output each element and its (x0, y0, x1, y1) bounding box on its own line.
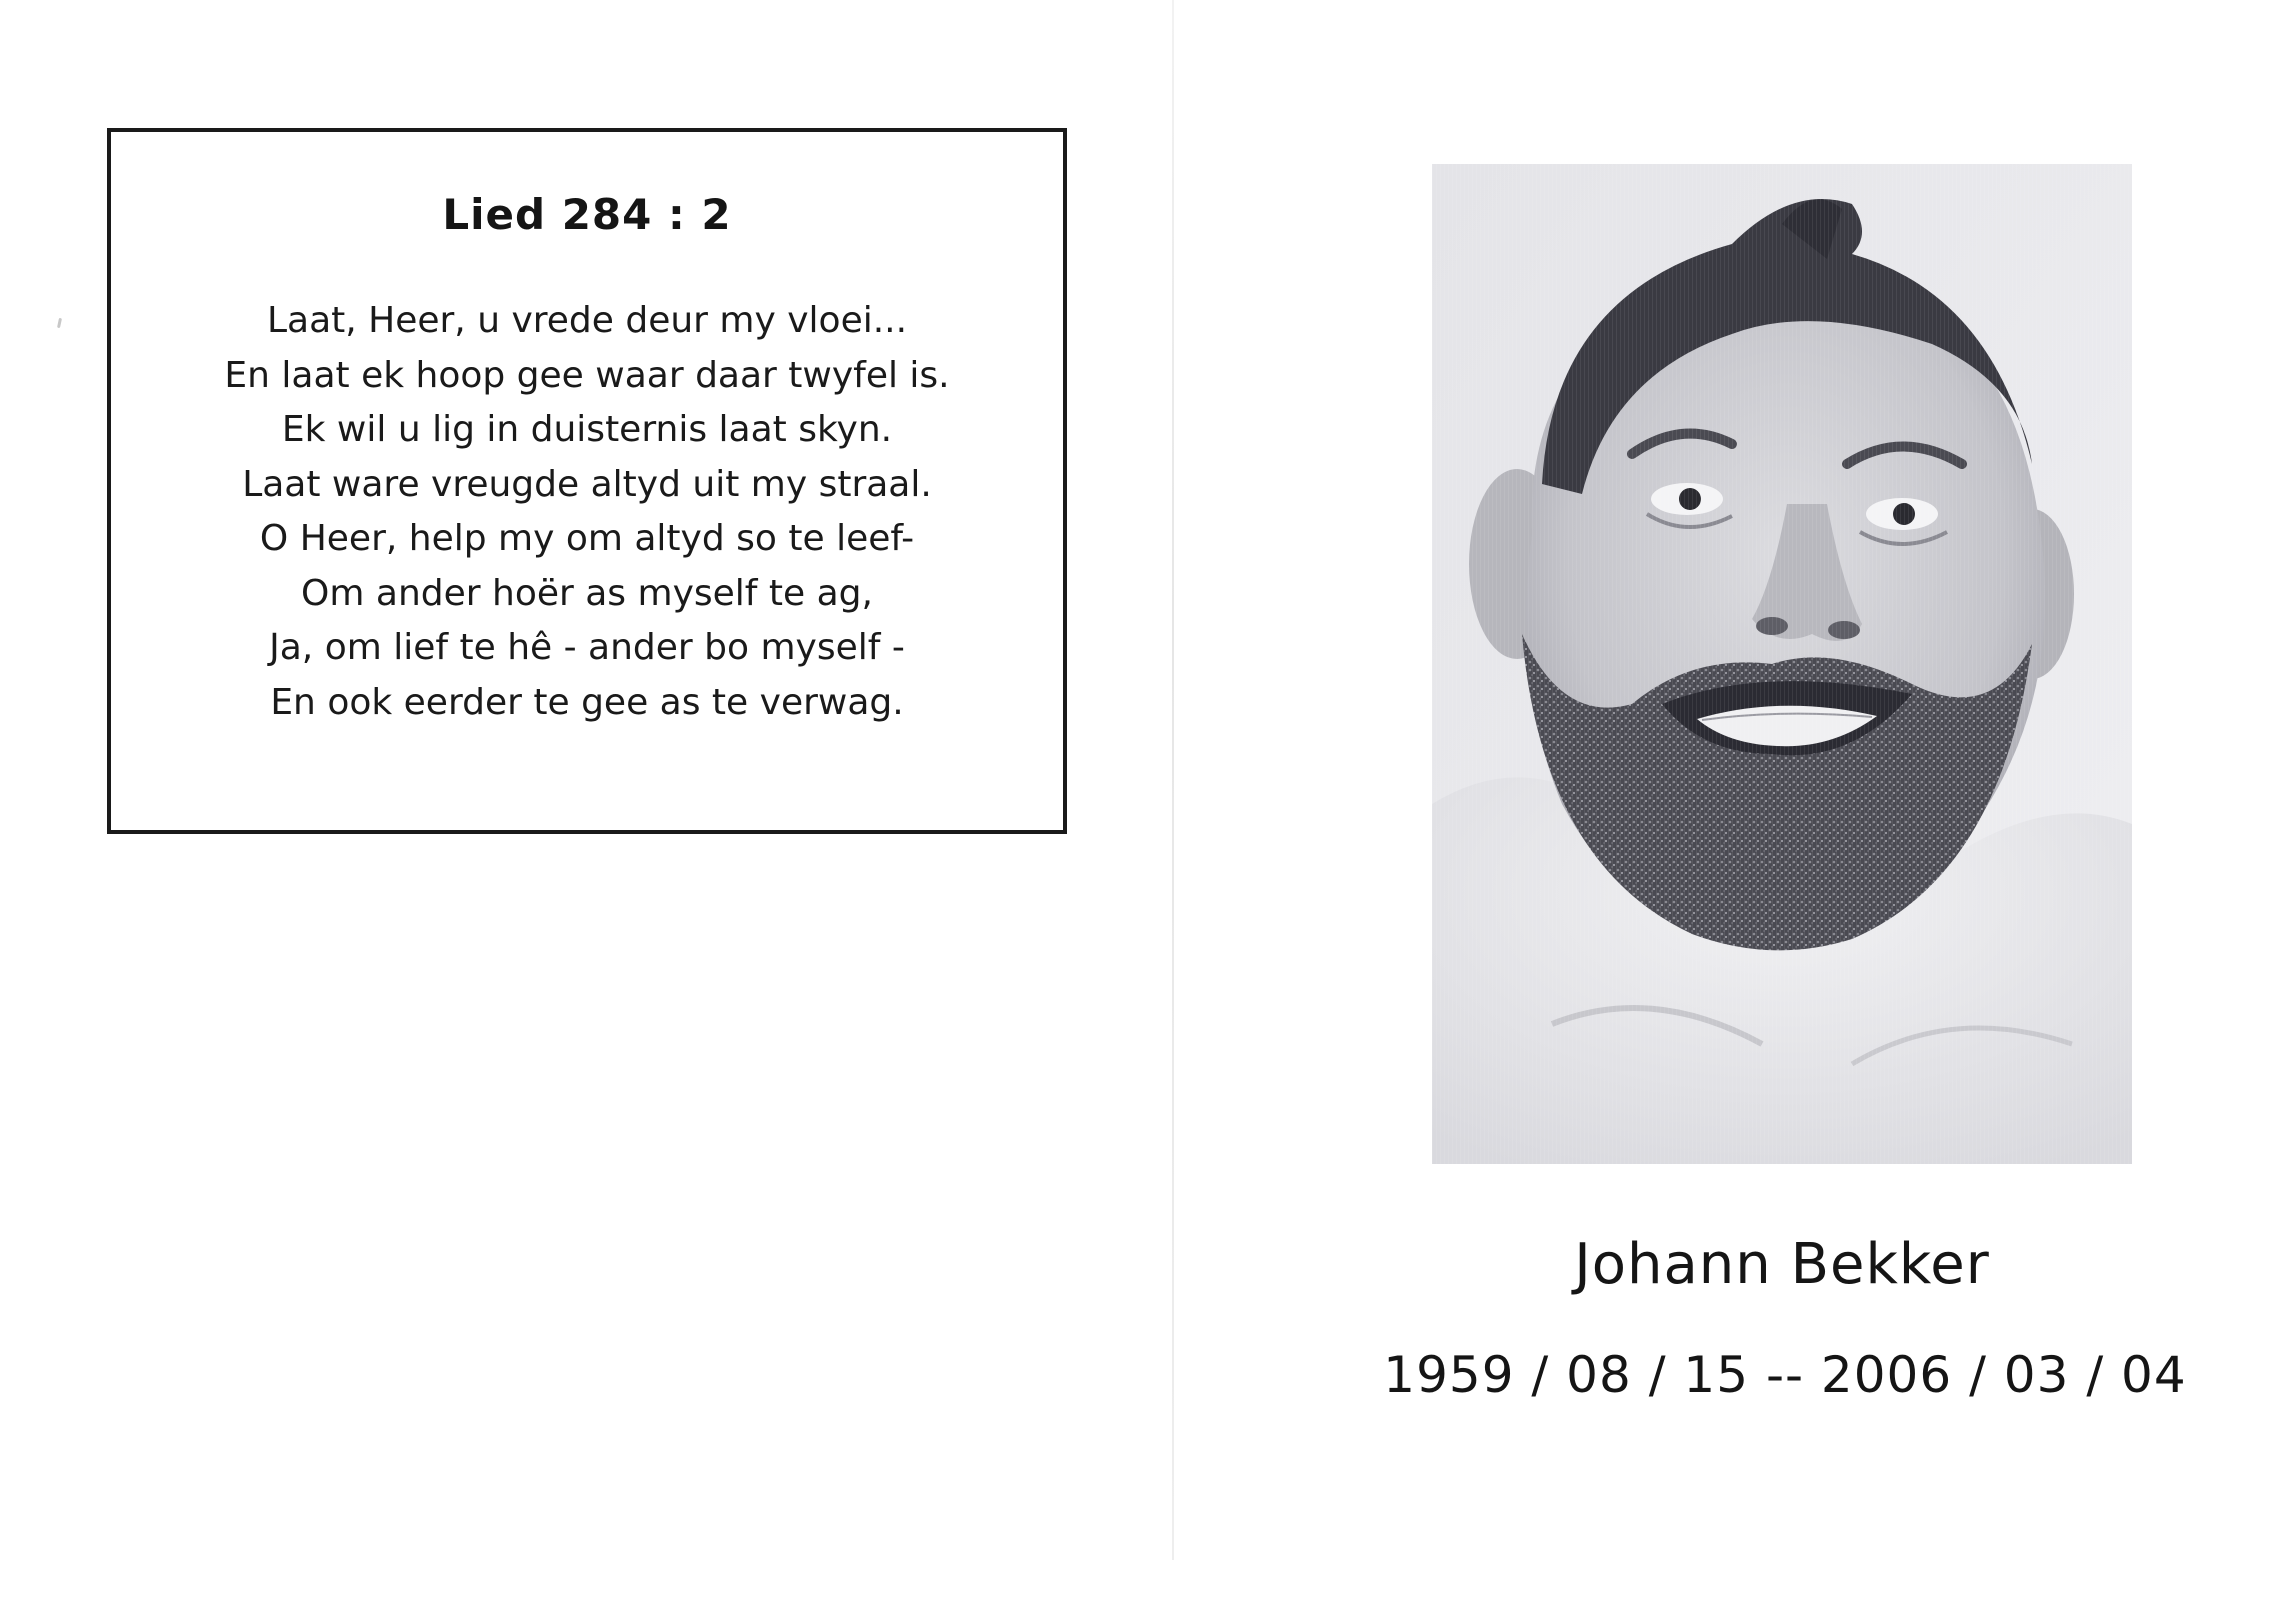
deceased-name: Johann Bekker (1574, 1232, 1990, 1297)
life-dates: 1959 / 08 / 15 -- 2006 / 03 / 04 (1383, 1346, 2187, 1404)
hymn-line: En laat ek hoop gee waar daar twyfel is. (224, 354, 950, 396)
hymn-box (107, 128, 1067, 834)
portrait-photo (1432, 164, 2132, 1164)
hymn-line: Ek wil u lig in duisternis laat skyn. (281, 409, 893, 450)
hymn-verse (111, 294, 1063, 730)
hymn-line: En ook eerder te gee as te verwag. (270, 681, 904, 723)
hymn-line: Om ander hoër as myself te ag, (301, 572, 873, 614)
hymn-line: O Heer, help my om altyd so te leef- (259, 518, 915, 559)
hymn-line: Laat ware vreugde altyd uit my straal. (242, 463, 932, 505)
hymn-title: Lied 284 : 2 (442, 190, 732, 239)
portrait-image (1432, 164, 2132, 1164)
card-fold-line (1172, 0, 1174, 1560)
paper-speck (57, 318, 62, 328)
hymn-line: Laat, Heer, u vrede deur my vloei... (266, 300, 908, 341)
hymn-line: Ja, om lief te hê - ander bo myself - (269, 627, 905, 668)
